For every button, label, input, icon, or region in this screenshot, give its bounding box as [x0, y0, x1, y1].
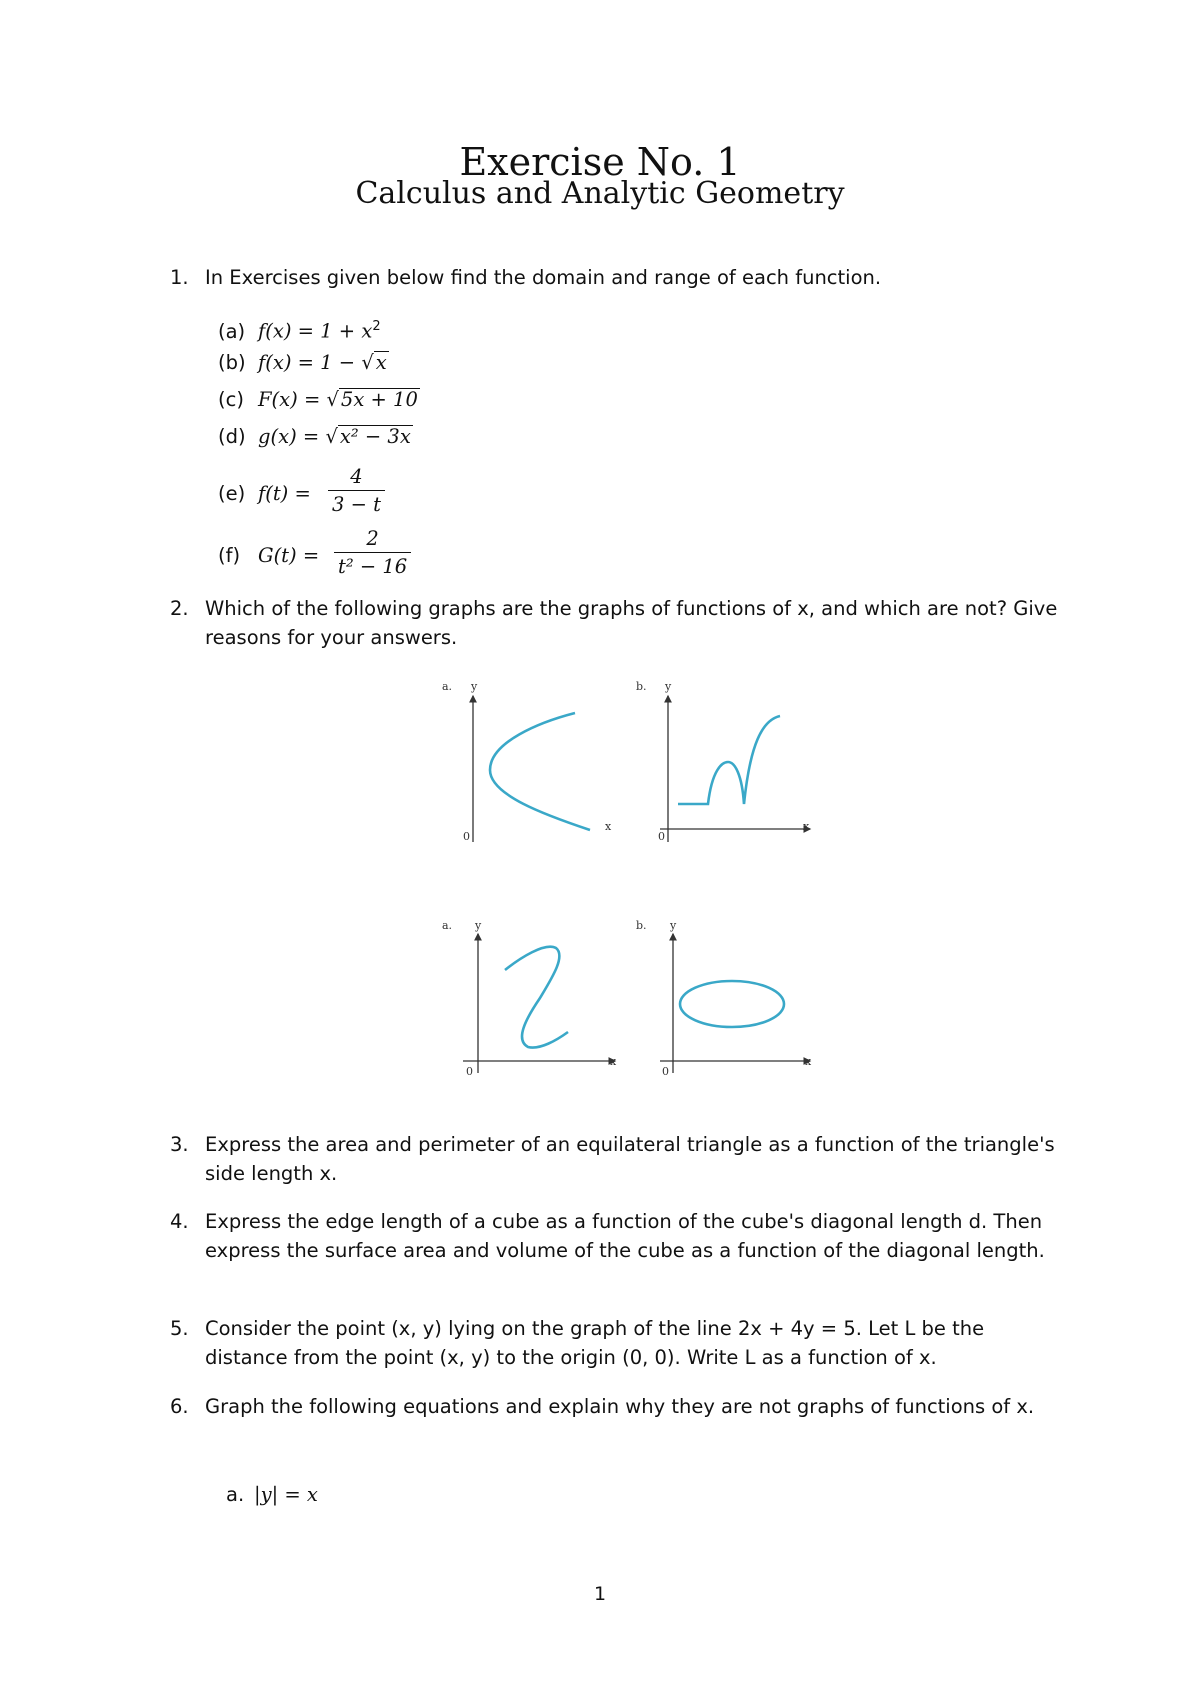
fraction-numerator: 2 [366, 527, 379, 550]
graph-label: b. [636, 680, 647, 693]
curve [490, 713, 590, 830]
item-lhs: g(x) = [258, 425, 326, 448]
problem-text: In Exercises given below find the domain and range of each function. [205, 266, 882, 289]
graph-1a [442, 680, 612, 843]
problem-number: 3. [170, 1133, 189, 1156]
problem-4 [170, 1207, 1070, 1265]
item-b: (b) f(x) = 1 − √ x [218, 348, 389, 377]
item-lhs: G(t) = [258, 544, 320, 567]
origin-label: 0 [662, 1065, 669, 1078]
x-axis-label: x [805, 1055, 812, 1068]
origin-label: 0 [658, 830, 665, 843]
item-c: (c) F(x) = √ 5x + 10 [218, 385, 420, 414]
graph-1b [636, 680, 810, 843]
item-label: (a) [218, 319, 246, 343]
item-label: (b) [218, 351, 246, 374]
item-radicand: x [375, 351, 387, 374]
item-label: (c) [218, 388, 244, 411]
item-label: (e) [218, 482, 246, 505]
item-lhs: f(t) = [258, 482, 311, 505]
item-lhs: F(x) = [258, 388, 327, 411]
item-rhs: 1 + x [320, 319, 373, 343]
problem-number: 5. [170, 1317, 189, 1340]
page-subtitle: Calculus and Analytic Geometry [355, 176, 845, 211]
page-title: Exercise No. 1 [459, 140, 741, 184]
item-label: (d) [218, 425, 246, 448]
graph-2b [636, 919, 812, 1078]
origin-label: 0 [463, 830, 470, 843]
y-axis-label: y [471, 680, 478, 693]
problem-5 [170, 1314, 1070, 1372]
origin-label: 0 [466, 1065, 473, 1078]
item-d: (d) g(x) = √ x² − 3x [218, 422, 413, 451]
y-axis-label: y [670, 919, 677, 932]
problem-text: Express the edge length of a cube as a function of the cube's diagonal length d. Then express the surface area and volume of the cube as a function of the diagonal length. [205, 1210, 1045, 1262]
item-radicand: x² − 3x [339, 425, 411, 448]
x-axis-label: x [605, 820, 612, 833]
item-exponent: 2 [372, 319, 381, 334]
curve [678, 716, 780, 804]
problem-3 [170, 1130, 1070, 1188]
problem-number: 6. [170, 1395, 189, 1418]
problem-text: Express the area and perimeter of an equilateral triangle as a function of the triangle's side length x. [205, 1133, 1055, 1185]
curve [680, 981, 784, 1027]
problem-number: 4. [170, 1210, 189, 1233]
problem-text: Graph the following equations and explain why they are not graphs of functions of x. [205, 1395, 1035, 1418]
fraction-denominator: t² − 16 [334, 552, 411, 581]
problem-text: Consider the point (x, y) lying on the graph of the line 2x + 4y = 5. Let L be the distance from the point (x, y) to the origin (0, 0). Write L as a function of x. [205, 1317, 985, 1369]
problem-6 [170, 1392, 1070, 1421]
graph-2a [442, 919, 617, 1078]
item-label: a. [226, 1483, 245, 1506]
item-radicand: 5x + 10 [340, 388, 418, 411]
curve [505, 947, 568, 1048]
graph-label: a. [442, 680, 453, 693]
problem-number: 2. [170, 597, 189, 620]
x-axis-label: x [803, 820, 810, 833]
page-number: 1 [593, 1583, 607, 1605]
x-axis-label: x [610, 1055, 617, 1068]
item-lhs: f(x) = 1 − [258, 351, 362, 374]
problem-6-item-a [226, 1480, 318, 1509]
item-lhs: f(x) = [258, 319, 321, 343]
y-axis-label: y [665, 680, 672, 693]
graph-label: a. [442, 919, 453, 932]
problem-text: Which of the following graphs are the graphs of functions of x, and which are not? Give reasons for your answers. [205, 597, 1058, 649]
fraction-numerator: 4 [350, 465, 363, 488]
graph-label: b. [636, 919, 647, 932]
problem-number: 1. [170, 266, 189, 289]
item-label: (f) [218, 544, 241, 567]
y-axis-label: y [475, 919, 482, 932]
item-equation: |y| = x [254, 1483, 318, 1506]
fraction-denominator: 3 − t [328, 490, 385, 519]
